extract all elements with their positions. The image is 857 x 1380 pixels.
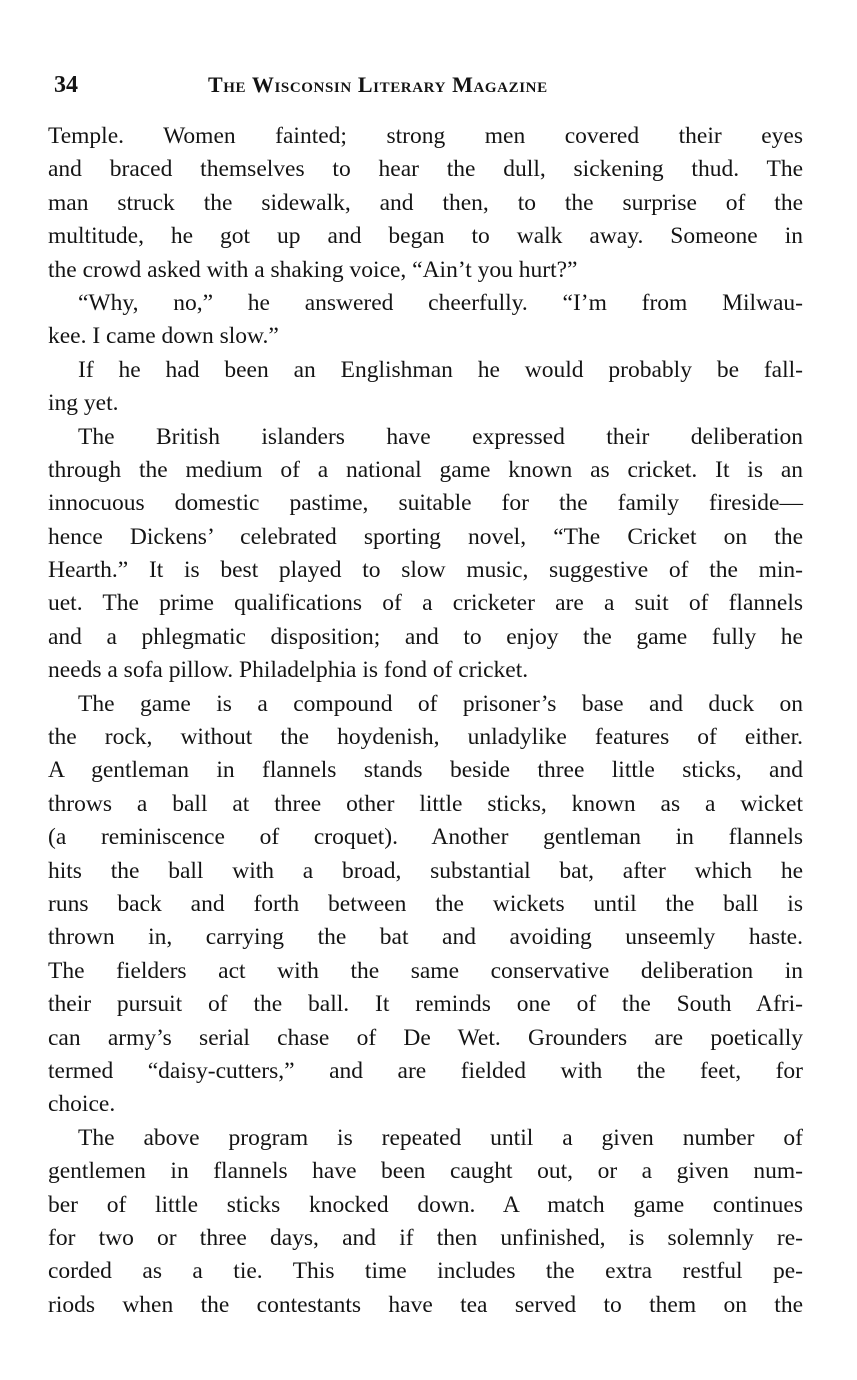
text-line: their pursuit of the ball. It reminds one of the South Afri- [48,991,803,1018]
text-line: If he had been an Englishman he would probably be fall- [78,356,803,383]
text-line: ing yet. [48,390,119,417]
text-line: ber of little sticks knocked down. A match game continues [48,1191,803,1218]
text-line: throws a ball at three other little sticks, known as a wicket [48,790,803,817]
text-line: the crowd asked with a shaking voice, “Ain’t you hurt?” [48,256,578,283]
text-line: and a phlegmatic disposition; and to enjoy the game fully he [48,623,803,650]
text-line: The above program is repeated until a given number of [78,1124,803,1151]
text-line: hence Dickens’ celebrated sporting novel, “The Cricket on the [48,523,803,550]
text-line: can army’s serial chase of De Wet. Grounders are poetically [48,1024,803,1051]
text-line: “Why, no,” he answered cheerfully. “I’m from Milwau- [78,289,803,316]
text-line: kee. I came down slow.” [48,323,279,350]
text-line: Temple. Women fainted; strong men covered their eyes [48,123,803,149]
text-line: corded as a tie. This time includes the extra restful pe- [48,1258,803,1285]
text-line: (a reminiscence of croquet). Another gentleman in flannels [48,824,803,851]
text-line: multitude, he got up and began to walk away. Someone in [48,223,803,250]
text-line: the rock, without the hoydenish, unladylike features of either. [48,724,803,751]
text-line: thrown in, carrying the bat and avoiding unseemly haste. [48,924,803,951]
text-line: runs back and forth between the wickets until the ball is [48,890,803,917]
text-line: The British islanders have expressed their deliberation [78,423,803,450]
text-line: choice. [48,1091,116,1118]
text-line: A gentleman in flannels stands beside three little sticks, and [48,757,803,784]
text-line: riods when the contestants have tea served to them on the [48,1291,803,1318]
text-line: Hearth.” It is best played to slow music, suggestive of the min- [48,557,803,584]
text-line: The game is a compound of prisoner’s base and duck on [78,690,803,717]
running-head [54,70,800,102]
running-title: The Wisconsin Literary Magazine [208,72,548,97]
page-number: 34 [54,72,78,98]
text-line: hits the ball with a broad, substantial bat, after which he [48,857,803,884]
text-line: uet. The prime qualifications of a cricketer are a suit of flannels [48,590,803,617]
text-line: through the medium of a national game known as cricket. It is an [48,456,803,483]
text-line: man struck the sidewalk, and then, to the surprise of the [48,189,803,216]
text-line: The fielders act with the same conservative deliberation in [48,957,803,984]
text-line: gentlemen in flannels have been caught out, or a given num- [48,1158,803,1185]
text-line: for two or three days, and if then unfinished, is solemnly re- [48,1224,803,1251]
text-line: innocuous domestic pastime, suitable for the family fireside— [48,490,803,517]
text-line: needs a sofa pillow. Philadelphia is fond of cricket. [48,657,529,684]
text-line: and braced themselves to hear the dull, sickening thud. The [48,156,803,183]
text-line: termed “daisy-cutters,” and are fielded with the feet, for [48,1057,803,1084]
body-text [48,120,803,1322]
